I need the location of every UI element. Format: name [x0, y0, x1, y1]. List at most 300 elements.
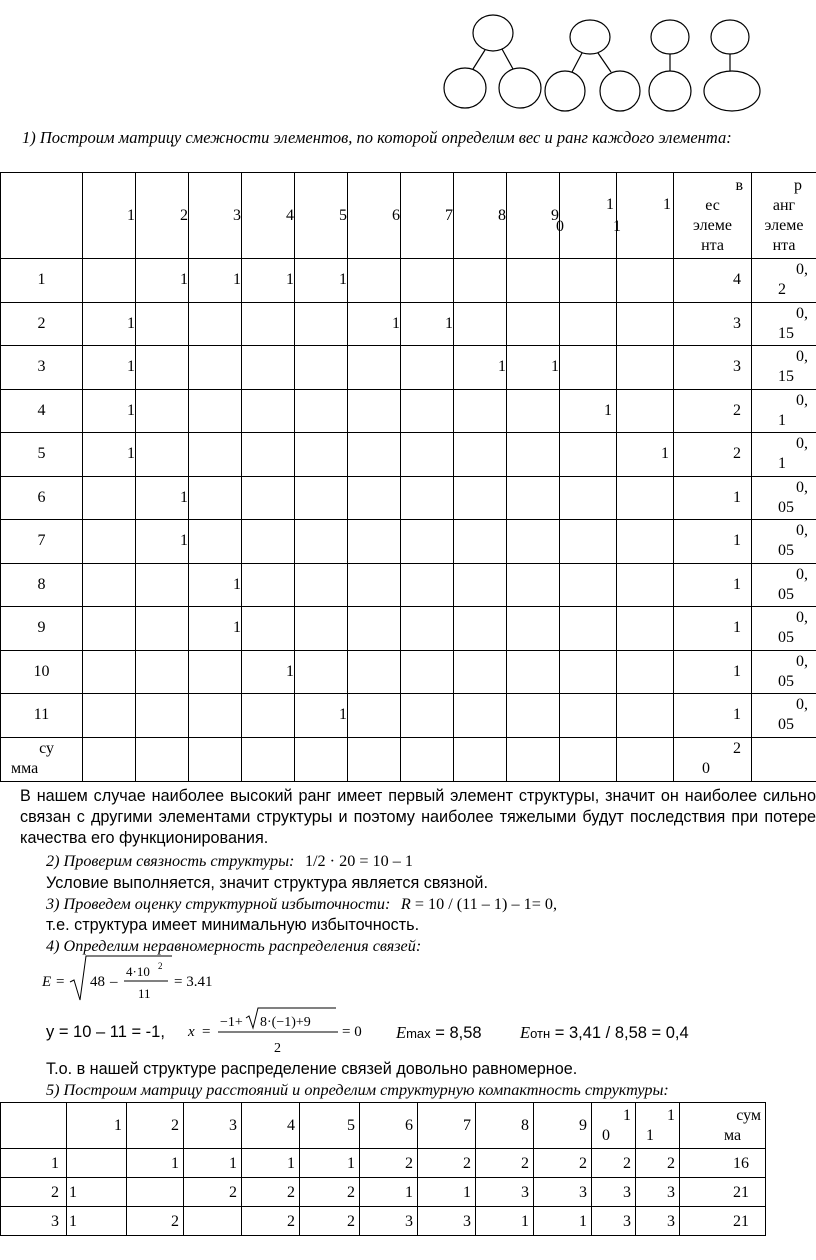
- matrix-cell: [348, 520, 401, 564]
- tree-node: [600, 71, 640, 111]
- column-header-10-part: 0: [602, 1126, 610, 1144]
- formula-48: 48: [90, 974, 105, 990]
- tree-node: [570, 20, 610, 54]
- sum-header-part: ма: [724, 1126, 742, 1144]
- matrix-cell: 1: [507, 346, 560, 390]
- matrix-cell: [752, 737, 816, 781]
- adjacency-matrix: [0, 172, 816, 782]
- matrix-cell: [617, 389, 674, 433]
- matrix-cell: [295, 650, 348, 694]
- column-header-label: 3: [233, 206, 241, 224]
- matrix-cell: [507, 520, 560, 564]
- matrix-cell: [454, 433, 507, 477]
- section-2-heading: 2) Проверим связность структуры:: [46, 852, 295, 870]
- weight-cell: 1: [674, 563, 752, 607]
- column-header: [454, 173, 507, 259]
- matrix-cell: [189, 520, 242, 564]
- matrix-cell: [454, 520, 507, 564]
- matrix-cell: 2: [127, 1207, 184, 1236]
- column-header: [83, 173, 136, 259]
- matrix-cell: 3: [636, 1178, 680, 1207]
- adjacency-row: [1, 433, 816, 477]
- matrix-cell: [454, 650, 507, 694]
- matrix-cell: [560, 302, 617, 346]
- row-label: 8: [1, 563, 83, 607]
- tree-node: [711, 20, 749, 54]
- matrix-cell: [83, 563, 136, 607]
- adjacency-row: [1, 520, 816, 564]
- matrix-cell: [401, 520, 454, 564]
- matrix-cell: 2: [534, 1149, 592, 1178]
- column-header-label: 5: [339, 206, 347, 224]
- column-header-10-part: 1: [606, 195, 614, 213]
- rank-part: 15: [778, 368, 794, 386]
- row-label: 2: [1, 302, 83, 346]
- tree-edge: [598, 53, 611, 72]
- column-header-10: [556, 173, 617, 259]
- eotn-formula: [520, 1022, 689, 1044]
- matrix-cell: [295, 302, 348, 346]
- formula-result: = 3.41: [174, 974, 213, 990]
- section-3-line: [46, 894, 557, 915]
- rank-part: 0,: [796, 522, 808, 540]
- rank-part: 15: [778, 324, 794, 342]
- matrix-cell: [295, 737, 348, 781]
- matrix-cell: [348, 607, 401, 651]
- matrix-cell: [560, 694, 617, 738]
- unevenness-conclusion: Т.о. в нашей структуре распределение связей довольно равномерное.: [46, 1060, 578, 1078]
- adjacency-row: [1, 389, 816, 433]
- sum-header: [680, 1103, 766, 1149]
- matrix-cell: 2: [300, 1178, 360, 1207]
- matrix-cell: [83, 737, 136, 781]
- connectivity-result: Условие выполняется, значит структура является связной.: [46, 874, 488, 892]
- matrix-cell: [242, 346, 295, 390]
- matrix-cell: [189, 650, 242, 694]
- formula-num: 4·10: [126, 964, 150, 979]
- matrix-cell: [136, 389, 189, 433]
- matrix-cell: 1: [295, 694, 348, 738]
- matrix-cell: 1: [136, 476, 189, 520]
- corner-cell: [1, 1103, 67, 1149]
- matrix-cell: 1: [242, 259, 295, 303]
- matrix-cell: [401, 476, 454, 520]
- rank-part: 1: [778, 455, 786, 473]
- matrix-cell: [136, 607, 189, 651]
- weight-header-part: элеме: [693, 216, 732, 234]
- rank-part: 0,: [796, 696, 808, 714]
- rank-cell: [752, 389, 816, 433]
- adjacency-row: [1, 476, 816, 520]
- matrix-cell: 1: [127, 1149, 184, 1178]
- formula-minus: –: [110, 974, 118, 990]
- column-header: [401, 173, 454, 259]
- matrix-cell: [617, 607, 674, 651]
- matrix-cell: [617, 346, 674, 390]
- column-header-label: 6: [392, 206, 400, 224]
- rank-header-part: элеме: [764, 216, 804, 234]
- matrix-cell: 3: [592, 1178, 636, 1207]
- matrix-cell: [454, 607, 507, 651]
- column-header-10: [592, 1103, 636, 1149]
- matrix-cell: [242, 389, 295, 433]
- column-header-11-part: 1: [613, 217, 621, 235]
- matrix-cell: [507, 389, 560, 433]
- rank-part: 1: [778, 411, 786, 429]
- tree-edge: [502, 49, 513, 69]
- matrix-cell: 3: [636, 1207, 680, 1236]
- matrix-cell: [617, 650, 674, 694]
- matrix-cell: [136, 737, 189, 781]
- column-header: 6: [360, 1103, 418, 1149]
- sum-value-part: 2: [733, 740, 741, 757]
- matrix-cell: [83, 607, 136, 651]
- matrix-cell: [67, 1149, 127, 1178]
- conclusion-paragraph: В нашем случае наиболее высокий ранг имеет первый элемент структуры, значит он наиболее сильно связан с другими элементами структуры и поэтому наиболее тяжелыми будут последствия при потере качества его функционирования.: [20, 787, 816, 847]
- matrix-cell: [560, 476, 617, 520]
- matrix-cell: 1: [560, 389, 617, 433]
- matrix-cell: [189, 302, 242, 346]
- column-header: [242, 173, 295, 259]
- adjacency-row: [1, 694, 816, 738]
- matrix-cell: 1: [189, 259, 242, 303]
- matrix-cell: [454, 476, 507, 520]
- column-header-11: [613, 173, 674, 259]
- matrix-cell: 2: [242, 1178, 300, 1207]
- matrix-cell: 2: [636, 1149, 680, 1178]
- matrix-cell: 1: [67, 1207, 127, 1236]
- matrix-cell: [348, 563, 401, 607]
- column-header-label: 2: [180, 206, 188, 224]
- sum-label-part: су: [39, 740, 54, 757]
- sum-label-part: мма: [11, 760, 39, 777]
- matrix-cell: [617, 259, 674, 303]
- matrix-cell: [348, 737, 401, 781]
- matrix-cell: [295, 476, 348, 520]
- formula-x-result: = 0: [342, 1024, 362, 1040]
- column-header: 3: [184, 1103, 242, 1149]
- column-header: [507, 173, 560, 259]
- matrix-cell: 3: [534, 1178, 592, 1207]
- tree-node: [499, 68, 541, 108]
- rank-header-part: нта: [772, 236, 796, 254]
- matrix-cell: 2: [418, 1149, 476, 1178]
- matrix-cell: 1: [136, 259, 189, 303]
- svg-text:=: =: [202, 1024, 211, 1040]
- matrix-cell: [189, 346, 242, 390]
- matrix-cell: [83, 259, 136, 303]
- row-label: 11: [1, 694, 83, 738]
- matrix-cell: [242, 737, 295, 781]
- matrix-cell: 1: [67, 1178, 127, 1207]
- matrix-cell: 3: [592, 1207, 636, 1236]
- matrix-cell: [136, 302, 189, 346]
- matrix-cell: 2: [476, 1149, 534, 1178]
- matrix-cell: [295, 607, 348, 651]
- matrix-cell: 3: [476, 1178, 534, 1207]
- matrix-cell: [136, 563, 189, 607]
- row-label: 7: [1, 520, 83, 564]
- rank-part: 0,: [796, 435, 808, 453]
- matrix-cell: [507, 563, 560, 607]
- tree-node: [649, 71, 691, 111]
- matrix-cell: [348, 694, 401, 738]
- emax-formula: [396, 1022, 482, 1044]
- column-header-10-part: 0: [556, 217, 564, 235]
- redundancy-formula: = 10 / (11 – 1) – 1= 0,: [410, 895, 558, 913]
- weight-cell: 1: [674, 476, 752, 520]
- matrix-cell: [617, 302, 674, 346]
- rank-cell: [752, 433, 816, 477]
- matrix-cell: [617, 520, 674, 564]
- matrix-cell: [184, 1207, 242, 1236]
- matrix-cell: [136, 694, 189, 738]
- formula-x-radicand: 8·(−1)+9: [260, 1015, 311, 1030]
- sum-cell: 21: [680, 1207, 766, 1236]
- matrix-cell: [242, 433, 295, 477]
- matrix-cell: [401, 346, 454, 390]
- formula-pow: 2: [158, 961, 163, 971]
- matrix-cell: [295, 389, 348, 433]
- emax-symbol: E: [396, 1023, 407, 1042]
- unevenness-formula: [40, 950, 240, 1010]
- tree-node: [545, 71, 585, 111]
- weight-cell: 2: [674, 389, 752, 433]
- section-3-heading: 3) Проведем оценку структурной избыточности:: [46, 895, 391, 913]
- column-header: [295, 173, 348, 259]
- matrix-cell: 1: [184, 1149, 242, 1178]
- redundancy-symbol: R: [400, 895, 411, 913]
- matrix-cell: 1: [242, 1149, 300, 1178]
- weight-cell: 1: [674, 520, 752, 564]
- sum-header-part: сум: [736, 1106, 761, 1124]
- matrix-cell: [295, 563, 348, 607]
- rank-cell: [752, 694, 816, 738]
- row-label: 5: [1, 433, 83, 477]
- column-header-10-text: [556, 194, 616, 238]
- matrix-cell: [401, 607, 454, 651]
- matrix-cell: [189, 433, 242, 477]
- tree-node: [651, 20, 689, 54]
- matrix-cell: 1: [189, 607, 242, 651]
- rank-part: 0,: [796, 261, 808, 279]
- column-header-11-part: 1: [667, 1106, 675, 1124]
- structure-tree-diagram: [440, 8, 800, 112]
- rank-part: 05: [778, 498, 794, 516]
- matrix-cell: [507, 476, 560, 520]
- rank-cell: [752, 259, 816, 303]
- rank-part: 0,: [796, 348, 808, 366]
- column-header: [189, 173, 242, 259]
- matrix-cell: [242, 607, 295, 651]
- section-4-heading: 4) Определим неравномерность распределения связей:: [46, 937, 422, 955]
- matrix-cell: [507, 737, 560, 781]
- row-label: 6: [1, 476, 83, 520]
- distance-row: [1, 1207, 816, 1236]
- weight-cell: 1: [674, 650, 752, 694]
- matrix-cell: [560, 259, 617, 303]
- formula-x-num: −1+: [220, 1015, 243, 1030]
- rank-part: 2: [778, 281, 786, 299]
- matrix-cell: [136, 346, 189, 390]
- matrix-cell: [560, 737, 617, 781]
- distance-matrix: [0, 1102, 816, 1236]
- adjacency-row: [1, 607, 816, 651]
- weight-cell: 2: [674, 433, 752, 477]
- weight-header-part: ес: [705, 196, 720, 214]
- rank-header-part: р: [794, 176, 802, 194]
- rank-part: 0,: [796, 478, 808, 496]
- matrix-cell: [454, 563, 507, 607]
- tree-node: [704, 71, 760, 111]
- sum-cell: 16: [680, 1149, 766, 1178]
- matrix-cell: [560, 346, 617, 390]
- matrix-cell: [454, 259, 507, 303]
- column-header-11-part: 1: [646, 1126, 654, 1144]
- matrix-cell: [189, 694, 242, 738]
- matrix-cell: [295, 346, 348, 390]
- matrix-cell: 1: [454, 346, 507, 390]
- adjacency-row: [1, 650, 816, 694]
- matrix-cell: 2: [300, 1207, 360, 1236]
- rank-part: 0,: [796, 304, 808, 322]
- matrix-cell: [83, 476, 136, 520]
- matrix-cell: [242, 476, 295, 520]
- matrix-cell: [242, 694, 295, 738]
- distance-header-row: [1, 1103, 816, 1149]
- row-label: 4: [1, 389, 83, 433]
- matrix-cell: [189, 476, 242, 520]
- row-label: 1: [1, 1149, 67, 1178]
- matrix-cell: [560, 563, 617, 607]
- column-header: [348, 173, 401, 259]
- tree-edge: [572, 53, 582, 72]
- rank-part: 05: [778, 629, 794, 647]
- matrix-cell: [295, 520, 348, 564]
- column-header-label: 8: [498, 206, 506, 224]
- column-header-11-part: 1: [663, 195, 671, 213]
- matrix-cell: [348, 650, 401, 694]
- matrix-cell: [617, 694, 674, 738]
- tree-edge: [473, 50, 485, 69]
- matrix-cell: 1: [534, 1207, 592, 1236]
- rank-part: 05: [778, 672, 794, 690]
- matrix-cell: [348, 346, 401, 390]
- matrix-cell: [454, 694, 507, 738]
- tree-node: [473, 15, 513, 51]
- eotn-symbol: E: [520, 1023, 531, 1042]
- matrix-cell: 2: [360, 1149, 418, 1178]
- matrix-cell: [560, 650, 617, 694]
- matrix-cell: [507, 259, 560, 303]
- matrix-cell: [348, 476, 401, 520]
- weight-cell: 1: [674, 694, 752, 738]
- matrix-cell: 1: [348, 302, 401, 346]
- matrix-cell: 3: [418, 1207, 476, 1236]
- column-header-label: 7: [445, 206, 453, 224]
- rank-cell: [752, 607, 816, 651]
- rank-part: 0,: [796, 391, 808, 409]
- matrix-cell: 1: [83, 302, 136, 346]
- column-header-11-text: [613, 194, 673, 238]
- matrix-cell: 1: [83, 433, 136, 477]
- section-2-line: [46, 851, 413, 872]
- redundancy-result: т.е. структура имеет минимальную избыточность.: [46, 916, 420, 934]
- matrix-cell: [454, 389, 507, 433]
- matrix-cell: 2: [184, 1178, 242, 1207]
- matrix-cell: [617, 737, 674, 781]
- row-label: 10: [1, 650, 83, 694]
- sum-cell: 21: [680, 1178, 766, 1207]
- matrix-cell: [560, 433, 617, 477]
- matrix-cell: [507, 302, 560, 346]
- weight-cell: 3: [674, 346, 752, 390]
- matrix-cell: [560, 607, 617, 651]
- adjacency-row: [1, 346, 816, 390]
- rank-part: 05: [778, 585, 794, 603]
- formula-x-den: 2: [274, 1041, 281, 1056]
- section-5-heading: 5) Построим матрицу расстояний и определим структурную компактность структуры:: [46, 1081, 669, 1099]
- rank-part: 0,: [796, 565, 808, 583]
- rank-cell: [752, 302, 816, 346]
- row-label: 2: [1, 1178, 67, 1207]
- formula-e-symbol: E: [42, 974, 52, 990]
- corner-cell: [1, 173, 83, 259]
- adjacency-row: [1, 563, 816, 607]
- y-formula: y = 10 – 11 = -1,: [46, 1023, 165, 1041]
- tree-node: [444, 68, 486, 108]
- formula-x-symbol: x: [188, 1024, 195, 1040]
- sum-label: [1, 737, 83, 781]
- matrix-cell: [242, 520, 295, 564]
- row-label: 3: [1, 346, 83, 390]
- rank-cell: [752, 563, 816, 607]
- rank-cell: [752, 476, 816, 520]
- matrix-cell: [189, 737, 242, 781]
- matrix-cell: 1: [83, 389, 136, 433]
- section-1-heading: 1) Построим матрицу смежности элементов, по которой определим вес и ранг каждого элемента:: [22, 128, 732, 147]
- column-header-label: 9: [551, 206, 559, 224]
- matrix-cell: [401, 259, 454, 303]
- matrix-cell: [348, 433, 401, 477]
- matrix-cell: [560, 520, 617, 564]
- distance-row: [1, 1178, 816, 1207]
- weight-cell: 1: [674, 607, 752, 651]
- matrix-cell: [401, 389, 454, 433]
- matrix-cell: [83, 520, 136, 564]
- matrix-cell: 1: [295, 259, 348, 303]
- formula-den: 11: [138, 986, 151, 1001]
- matrix-cell: [507, 694, 560, 738]
- rank-cell: [752, 520, 816, 564]
- adjacency-row: [1, 259, 816, 303]
- column-header-10-part: 1: [623, 1106, 631, 1124]
- column-header: 5: [300, 1103, 360, 1149]
- rank-part: 05: [778, 716, 794, 734]
- matrix-cell: [242, 563, 295, 607]
- matrix-cell: [507, 433, 560, 477]
- column-header: 9: [534, 1103, 592, 1149]
- column-header-11: [636, 1103, 680, 1149]
- matrix-cell: [507, 650, 560, 694]
- column-header: 8: [476, 1103, 534, 1149]
- weight-cell: 3: [674, 302, 752, 346]
- connectivity-formula: 1/2 · 20 = 10 – 1: [304, 852, 414, 870]
- matrix-cell: [189, 389, 242, 433]
- formula-equals: =: [56, 974, 65, 990]
- matrix-cell: [348, 389, 401, 433]
- column-header-label: 4: [286, 206, 294, 224]
